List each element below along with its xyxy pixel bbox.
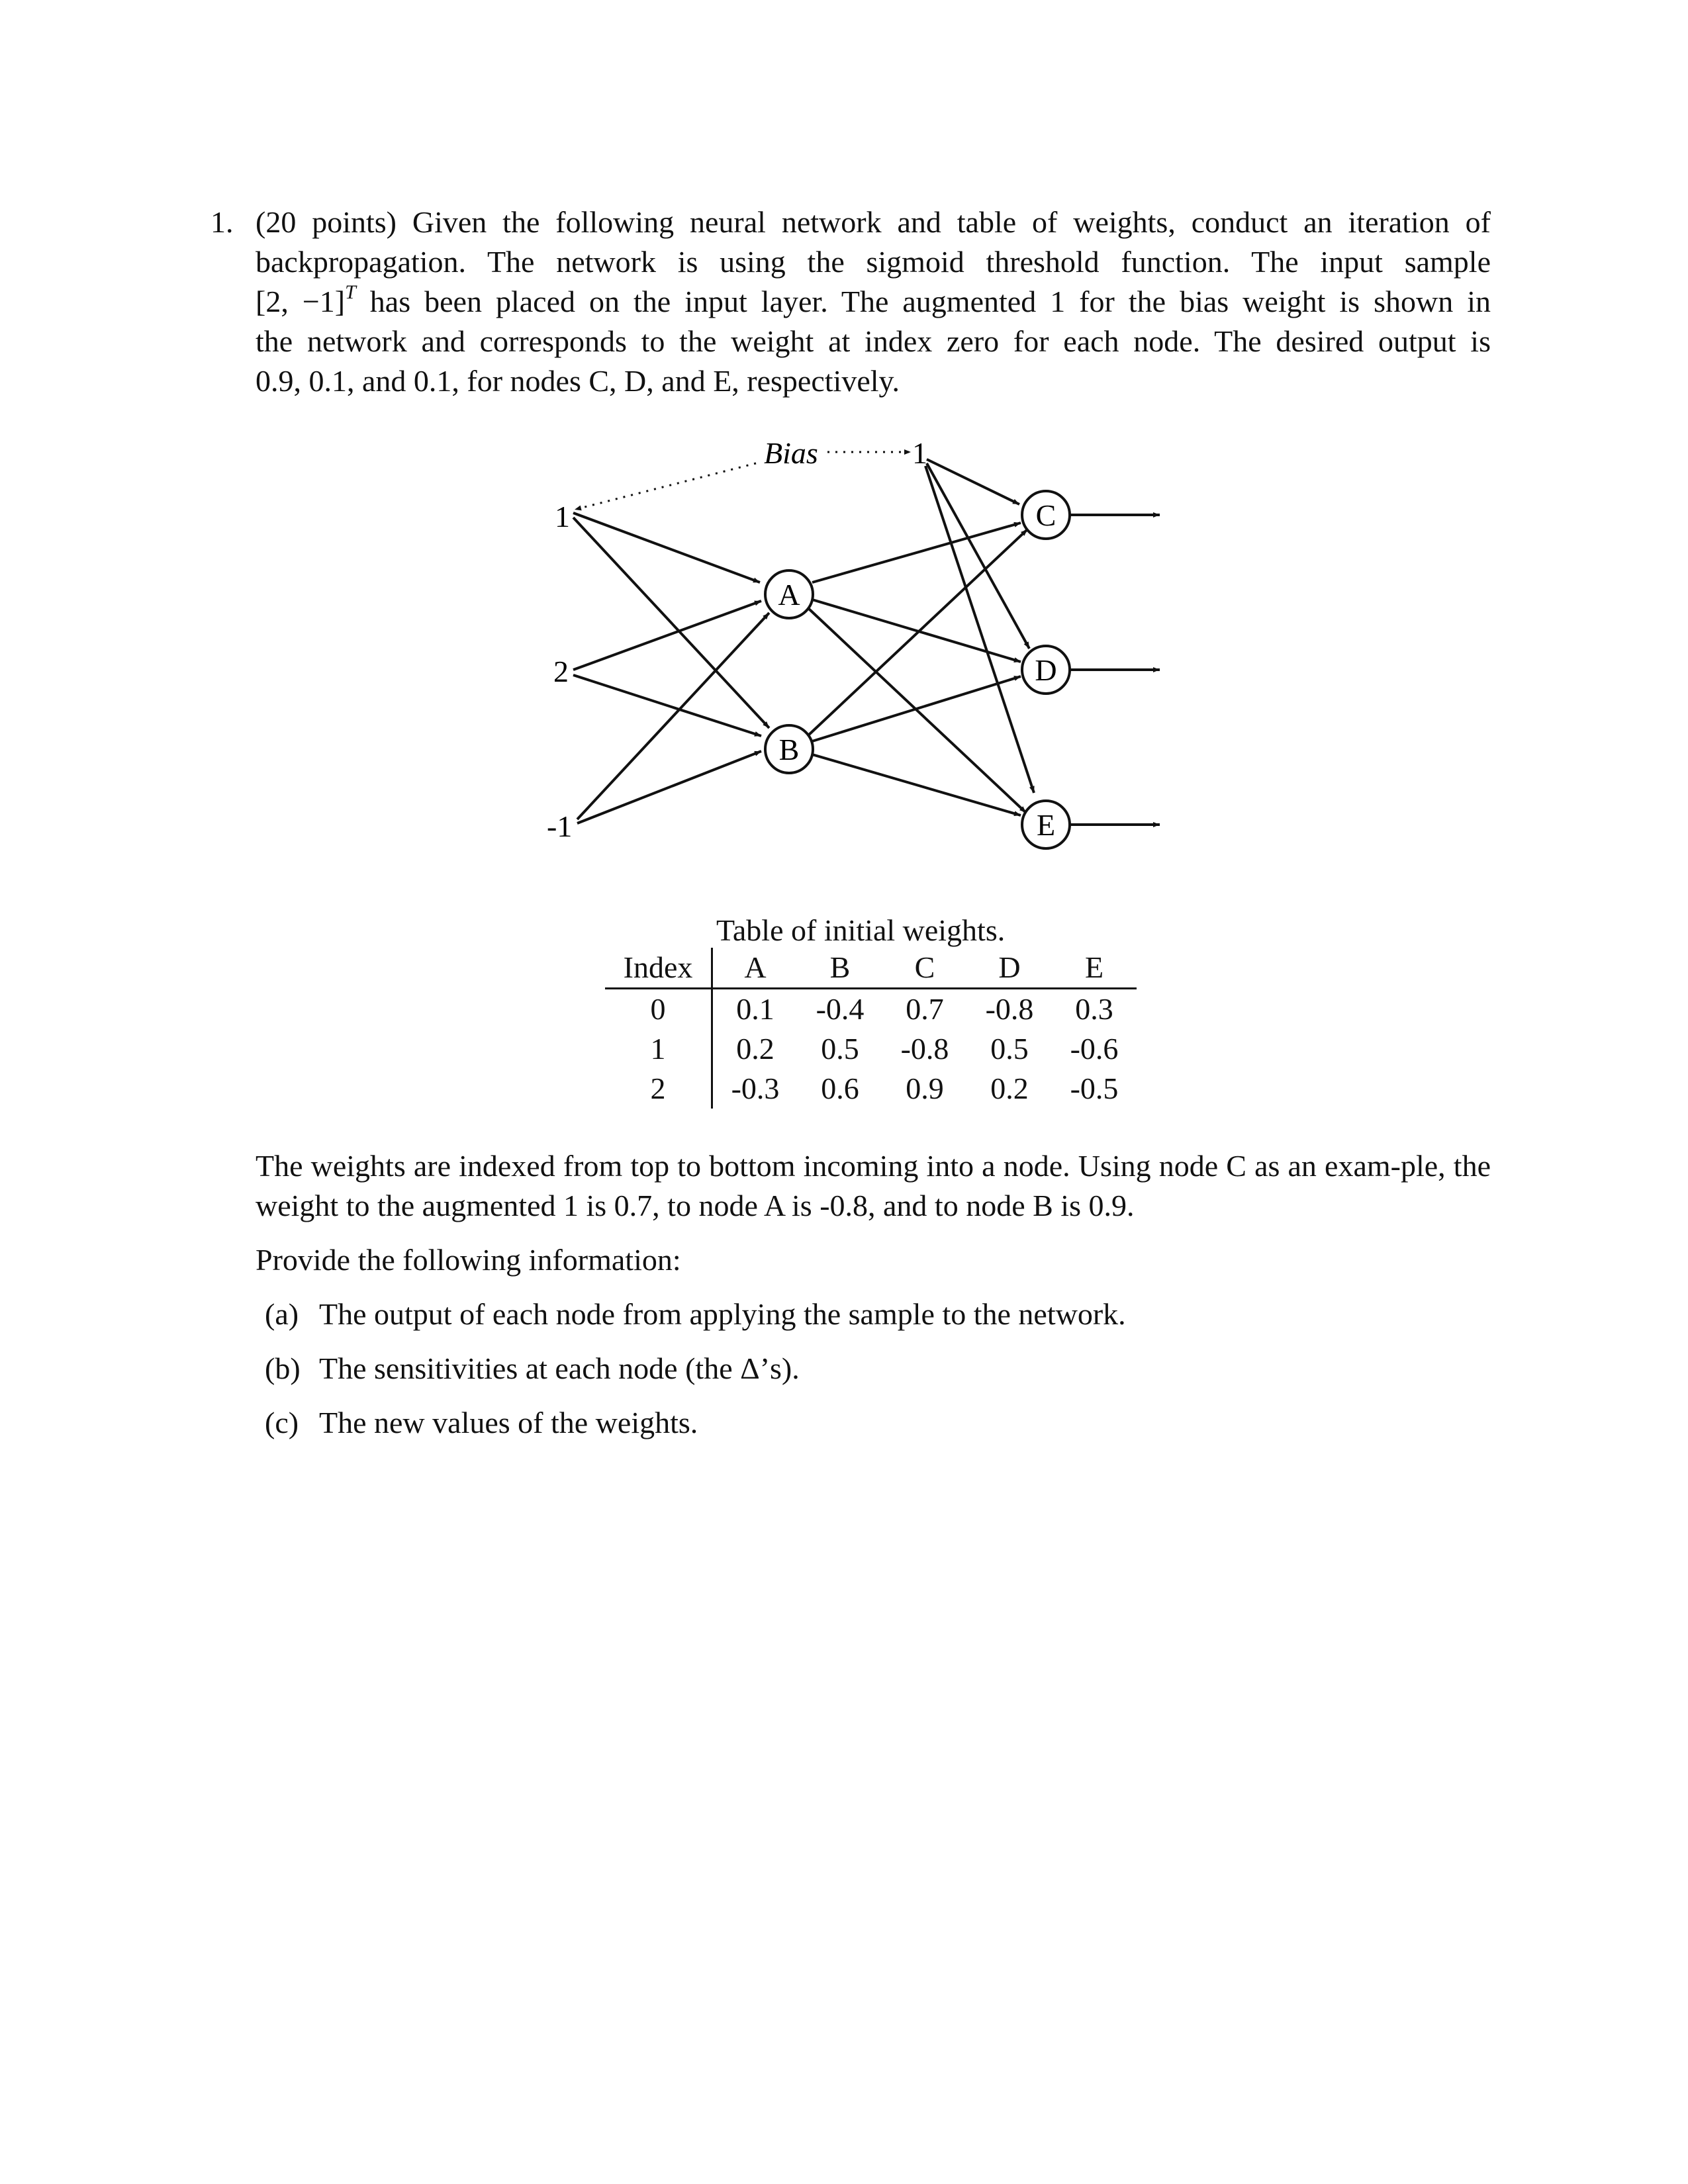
column-header-A: A xyxy=(712,948,798,989)
weight-cell: -0.3 xyxy=(731,1071,780,1105)
table-row xyxy=(605,1029,1137,1069)
edge-A-C xyxy=(812,523,1021,582)
column-header-B: B xyxy=(798,948,882,989)
transpose-mark: T xyxy=(345,281,356,303)
part-a-text: The output of each node from applying the sample to the network. xyxy=(319,1297,1126,1331)
column-header-C: C xyxy=(882,948,967,989)
edge-A-E xyxy=(809,609,1026,813)
edge-bias-C xyxy=(927,459,1019,504)
part-b-label: (b) xyxy=(265,1351,301,1385)
weight-cell: -0.5 xyxy=(1070,1071,1119,1105)
row-index: 2 xyxy=(605,1069,712,1109)
question-intro xyxy=(256,203,1491,401)
intro-line-4: the network and corresponds to the weight at index zero for each node. The desired output is xyxy=(256,324,1491,358)
column-header-E: E xyxy=(1052,948,1137,989)
edge-in3-B xyxy=(577,751,761,823)
edge-B-E xyxy=(812,754,1021,815)
intro-line-1: (20 points) Given the following neural network and table of weights, conduct an iteration of xyxy=(256,205,1491,239)
edge-in2-A xyxy=(573,601,761,670)
input-label-x2: -1 xyxy=(547,809,573,843)
part-a-label: (a) xyxy=(265,1297,299,1331)
intro-line-2: backpropagation. The network is using the sigmoid threshold function. The input sample xyxy=(256,245,1491,279)
weight-cell: -0.8 xyxy=(985,992,1034,1026)
node-E-label: E xyxy=(1036,808,1056,842)
weight-cell: 0.9 xyxy=(906,1071,944,1105)
weight-cell: -0.6 xyxy=(1070,1032,1119,1066)
weight-cell: 0.5 xyxy=(821,1032,859,1066)
table-row xyxy=(605,1069,1137,1109)
part-c-text: The new values of the weights. xyxy=(319,1406,698,1439)
edge-B-C xyxy=(808,529,1027,736)
node-C-label: C xyxy=(1035,498,1056,532)
weight-cell: -0.8 xyxy=(900,1032,949,1066)
intro-line-3-text: has been placed on the input layer. The augmented 1 for the bias weight is shown in xyxy=(369,285,1491,318)
hidden-bias-label: 1 xyxy=(912,436,927,470)
weight-cell: 0.1 xyxy=(736,992,774,1026)
provide-label: Provide the following information: xyxy=(256,1243,681,1277)
table-caption: Table of initial weights. xyxy=(716,913,1006,947)
input-label-x1: 2 xyxy=(553,655,569,688)
table-header-row xyxy=(605,948,1137,989)
index-header: Index xyxy=(605,948,712,989)
edge-in2-B xyxy=(573,675,761,736)
input-label-bias: 1 xyxy=(555,500,570,533)
weights-explanation: The weights are indexed from top to bottom incoming into a node. Using node C as an exam-ple, the weight to the augmented 1 is 0.7, to node A is -0.8, and to node B is 0.9. xyxy=(256,1149,1491,1222)
bias-label: Bias xyxy=(764,436,818,470)
sample-vector: [2, −1] xyxy=(256,285,346,318)
weights-table xyxy=(605,948,1137,1109)
column-header-D: D xyxy=(967,948,1052,989)
edge-A-D xyxy=(812,600,1021,662)
intro-line-5: 0.9, 0.1, and 0.1, for nodes C, D, and E, respectively. xyxy=(256,364,900,398)
weight-cell: 0.6 xyxy=(821,1071,859,1105)
part-b-text: The sensitivities at each node (the Δ’s). xyxy=(319,1351,800,1385)
row-index: 0 xyxy=(605,989,712,1030)
bias-line-left xyxy=(575,463,756,510)
intro-line-3 xyxy=(256,282,1491,322)
node-B-label: B xyxy=(778,733,800,766)
weight-cell: 0.5 xyxy=(990,1032,1029,1066)
table-row xyxy=(605,989,1137,1030)
question-number: 1. xyxy=(211,205,234,239)
neural-network-diagram xyxy=(516,430,1178,860)
node-A-label: A xyxy=(778,578,800,612)
edge-in3-A xyxy=(577,613,769,819)
edge-B-D xyxy=(812,676,1021,741)
weight-cell: 0.3 xyxy=(1075,992,1113,1026)
part-c-label: (c) xyxy=(265,1406,299,1439)
row-index: 1 xyxy=(605,1029,712,1069)
node-D-label: D xyxy=(1035,653,1057,687)
weight-cell: 0.2 xyxy=(990,1071,1029,1105)
weight-cell: 0.2 xyxy=(736,1032,774,1066)
weight-cell: -0.4 xyxy=(816,992,865,1026)
weight-cell: 0.7 xyxy=(906,992,944,1026)
